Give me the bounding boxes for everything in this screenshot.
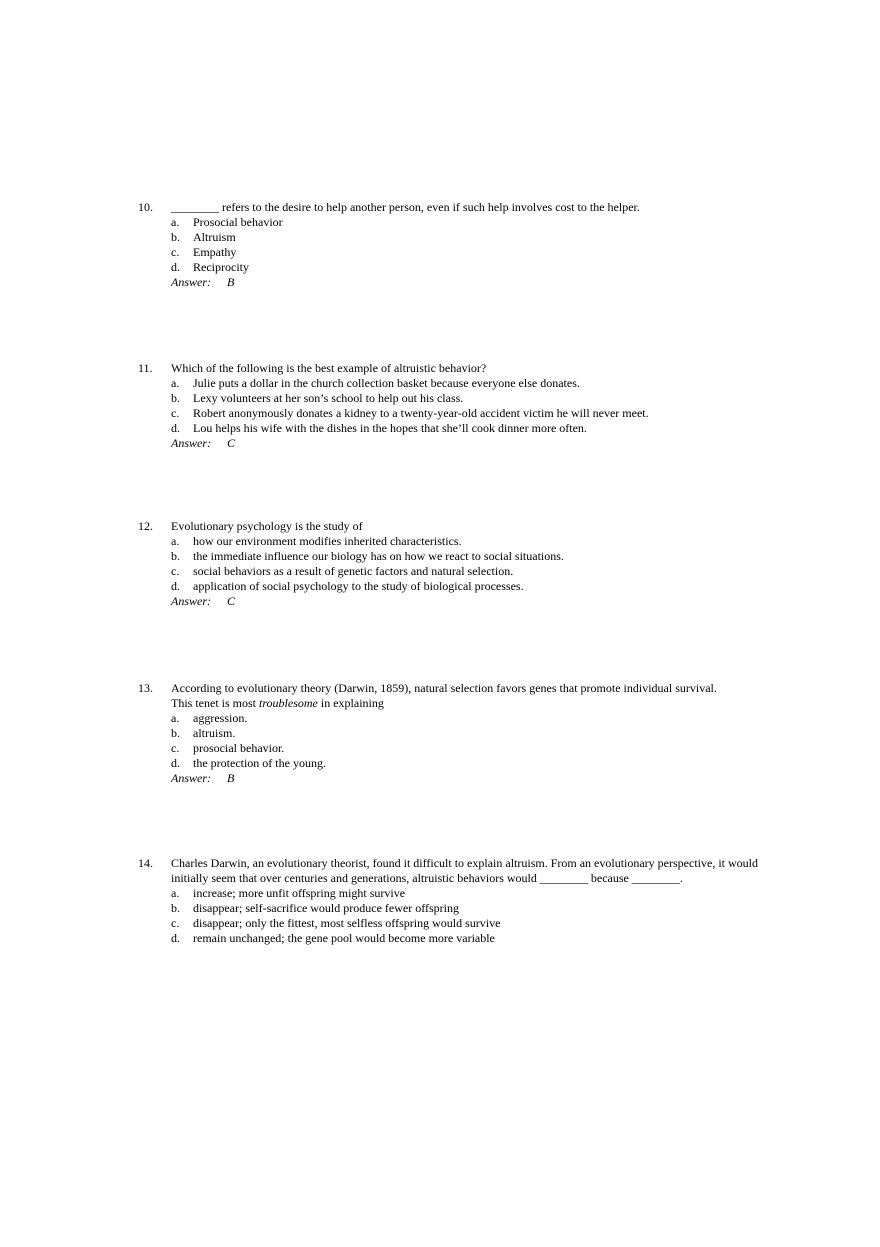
answer-line [138, 594, 758, 609]
answer-line [138, 436, 758, 451]
question-number: 12. [138, 519, 153, 533]
option-text: Empathy [193, 245, 237, 259]
question-number: 14. [138, 856, 153, 870]
option-letter: b. [171, 901, 180, 915]
option-a [138, 711, 758, 726]
answer-label: Answer: [171, 436, 211, 450]
option-text: prosocial behavior. [193, 741, 285, 755]
answer-label: Answer: [171, 594, 211, 608]
option-letter: d. [171, 421, 180, 435]
option-text: application of social psychology to the study of biological processes. [193, 579, 524, 593]
answer-value: B [227, 275, 235, 289]
option-letter: d. [171, 756, 180, 770]
question-14 [138, 856, 758, 946]
option-letter: b. [171, 726, 180, 740]
question-text: Charles Darwin, an evolutionary theorist, found it difficult to explain altruism. From an evolutionary perspective, it would initially seem that over centuries and generations, altruistic behaviors would ________ because ________. [171, 856, 758, 885]
option-letter: b. [171, 391, 180, 405]
answer-label: Answer: [171, 275, 211, 289]
option-letter: b. [171, 230, 180, 244]
option-text: how our environment modifies inherited characteristics. [193, 534, 462, 548]
option-text: Lexy volunteers at her son’s school to help out his class. [193, 391, 464, 405]
question-stem [138, 856, 758, 886]
option-d [138, 756, 758, 771]
option-letter: d. [171, 260, 180, 274]
question-text-line2-pre: This tenet is most [171, 696, 259, 710]
question-text: Which of the following is the best example of altruistic behavior? [171, 361, 487, 375]
question-stem [138, 519, 758, 534]
option-text: altruism. [193, 726, 236, 740]
question-10 [138, 200, 758, 290]
option-c [138, 245, 758, 260]
option-text: disappear; self-sacrifice would produce fewer offspring [193, 901, 460, 915]
option-c [138, 916, 758, 931]
option-b [138, 391, 758, 406]
option-letter: d. [171, 579, 180, 593]
option-a [138, 534, 758, 549]
option-d [138, 579, 758, 594]
question-text-line1: According to evolutionary theory (Darwin, 1859), natural selection favors genes that promote individual survival. [171, 681, 717, 695]
option-a [138, 376, 758, 391]
question-number: 10. [138, 200, 153, 214]
option-letter: c. [171, 245, 180, 259]
question-stem [138, 200, 758, 215]
option-text: Julie puts a dollar in the church collection basket because everyone else donates. [193, 376, 580, 390]
option-letter: c. [171, 406, 180, 420]
question-stem [138, 681, 758, 711]
option-d [138, 421, 758, 436]
option-c [138, 406, 758, 421]
question-text-line2-post: in explaining [317, 696, 384, 710]
question-12 [138, 519, 758, 609]
option-a [138, 886, 758, 901]
option-text: social behaviors as a result of genetic factors and natural selection. [193, 564, 514, 578]
option-letter: a. [171, 534, 180, 548]
question-text: ________ refers to the desire to help another person, even if such help involves cost to the helper. [171, 200, 640, 214]
option-b [138, 230, 758, 245]
question-11 [138, 361, 758, 451]
question-number: 13. [138, 681, 153, 695]
option-text: Lou helps his wife with the dishes in the hopes that she’ll cook dinner more often. [193, 421, 587, 435]
answer-line [138, 275, 758, 290]
answer-value: B [227, 771, 235, 785]
question-13 [138, 681, 758, 786]
answer-line [138, 771, 758, 786]
option-text: remain unchanged; the gene pool would become more variable [193, 931, 495, 945]
option-d [138, 260, 758, 275]
option-letter: c. [171, 916, 180, 930]
option-b [138, 549, 758, 564]
option-c [138, 741, 758, 756]
option-a [138, 215, 758, 230]
option-text: Altruism [193, 230, 236, 244]
answer-label: Answer: [171, 771, 211, 785]
answer-value: C [227, 594, 236, 608]
answer-value: C [227, 436, 236, 450]
option-text: the immediate influence our biology has on how we react to social situations. [193, 549, 564, 563]
option-text: disappear; only the fittest, most selfless offspring would survive [193, 916, 501, 930]
option-text: aggression. [193, 711, 248, 725]
option-text: Robert anonymously donates a kidney to a twenty-year-old accident victim he will never meet. [193, 406, 649, 420]
option-letter: a. [171, 886, 180, 900]
option-letter: a. [171, 376, 180, 390]
option-text: Reciprocity [193, 260, 249, 274]
option-text: Prosocial behavior [193, 215, 283, 229]
question-text-emphasis: troublesome [259, 696, 318, 710]
question-stem [138, 361, 758, 376]
option-letter: b. [171, 549, 180, 563]
option-text: increase; more unfit offspring might survive [193, 886, 406, 900]
option-letter: a. [171, 711, 180, 725]
option-letter: d. [171, 931, 180, 945]
option-b [138, 726, 758, 741]
option-c [138, 564, 758, 579]
option-letter: c. [171, 564, 180, 578]
option-b [138, 901, 758, 916]
option-text: the protection of the young. [193, 756, 326, 770]
question-text: Evolutionary psychology is the study of [171, 519, 363, 533]
question-number: 11. [138, 361, 153, 375]
question-text [171, 681, 758, 711]
option-letter: c. [171, 741, 180, 755]
option-letter: a. [171, 215, 180, 229]
option-d [138, 931, 758, 946]
